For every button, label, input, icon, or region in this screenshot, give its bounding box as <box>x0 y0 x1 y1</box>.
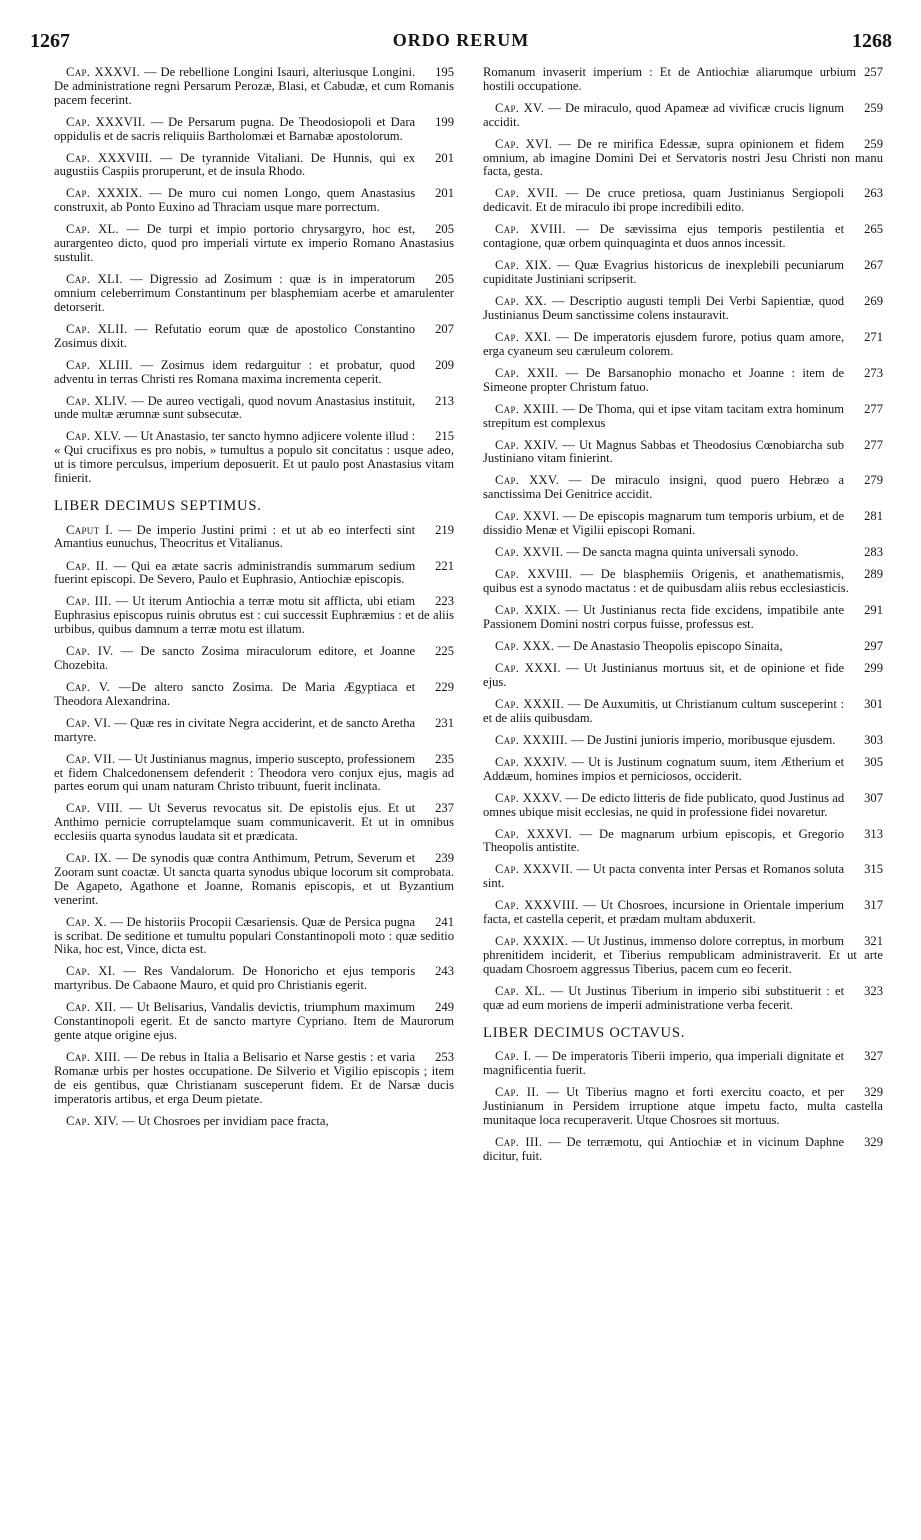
page-reference: 237 <box>435 802 454 816</box>
page-reference: 215 <box>435 430 454 444</box>
chapter-label: Cap. XLII. <box>66 322 128 336</box>
page-reference: 205 <box>435 273 454 287</box>
page-reference: 221 <box>435 559 454 573</box>
running-title: ORDO RERUM <box>392 30 530 50</box>
toc-entry <box>483 66 883 94</box>
page-reference: 299 <box>864 662 883 676</box>
toc-entry <box>54 1115 454 1129</box>
chapter-label: Cap. II. <box>66 559 109 573</box>
page-reference: 271 <box>864 330 883 344</box>
chapter-summary: — Ut is Justinum cognatum suum, item Ætherium et Addæum, homines impios et perniciosos, occiderit. <box>483 755 845 783</box>
chapter-summary: — De imperio Justini primi : et ut ab eo interfecti sint Amantius eunuchus, Theocritus et Vitalianus. <box>54 523 416 551</box>
chapter-summary: — De Persarum pugna. De Theodosiopoli et Dara oppidulis et de sacris reliquiis Bartholomæi et Barnabæ apostolorum. <box>54 115 416 143</box>
chapter-label: Cap. XXII. <box>495 366 559 380</box>
toc-entry <box>483 863 883 891</box>
page-reference: 317 <box>864 899 883 913</box>
page-reference: 289 <box>864 568 883 582</box>
chapter-label: Cap. XXXVIII. <box>66 151 153 165</box>
chapter-summary: — De re mirifica Edessæ, supra opinionem et fidem omnium, ab imagine Domini Dei et Servatoris nostri Jesu Christi non manu facta, gesta. <box>483 137 883 179</box>
chapter-summary: — De Auxumitis, ut Christianum cultum susceperint : et de aliis quibusdam. <box>483 697 845 725</box>
chapter-summary: — De Justini junioris imperio, moribusque ejusdem. <box>570 733 836 747</box>
chapter-label: Cap. III. <box>495 1136 543 1150</box>
chapter-summary: — Ut Tiberius magno et forti exercitu coacto, et per Justinianum in Persidem irruptione atque impetu facto, multa castella munitaque loca recuperaverit. Utque Chosroes sit mortuus. <box>483 1086 883 1127</box>
chapter-summary: — De blasphemiis Origenis, et anathematismis, quibus est a synodo mactatus : et de quibusdam aliis rebus ecclesiasticis. <box>483 568 849 596</box>
toc-entry <box>483 331 883 359</box>
chapter-label: Cap. XXV. <box>495 474 560 488</box>
page-reference: 323 <box>864 984 883 998</box>
chapter-label: Cap. VI. <box>66 716 111 730</box>
toc-entry <box>483 792 883 820</box>
page-reference: 253 <box>435 1051 454 1065</box>
chapter-summary: — De miraculo insigni, quod puero Hebræo a sanctissima Dei Genitrice accidit. <box>483 474 845 502</box>
chapter-summary: —De altero sancto Zosima. De Maria Ægyptiaca et Theodora Alexandrina. <box>54 680 416 708</box>
page-reference: 263 <box>864 187 883 201</box>
page-reference: 223 <box>435 595 454 609</box>
chapter-label: Cap. V. <box>66 680 111 694</box>
toc-entry <box>483 985 883 1013</box>
toc-entry <box>483 259 883 287</box>
toc-entry <box>54 965 454 993</box>
toc-entry <box>54 524 454 552</box>
chapter-label: Cap. XXVIII. <box>495 568 573 582</box>
chapter-label: Cap. XVI. <box>495 137 553 151</box>
page-reference: 249 <box>435 1001 454 1015</box>
chapter-label: Cap. XIV. <box>66 1114 119 1128</box>
chapter-summary: — De Anastasio Theopolis episcopo Sinaita, <box>557 640 783 653</box>
page-reference: 209 <box>435 358 454 372</box>
chapter-label: Cap. XV. <box>495 101 545 115</box>
chapter-summary: — De tyrannide Vitaliani. De Hunnis, qui ex augustiis Caspiis proruperunt, et de insula Rhodo. <box>54 151 416 179</box>
chapter-label: Cap. XXXI. <box>495 662 561 676</box>
page-reference: 199 <box>435 115 454 129</box>
chapter-summary: — Digressio ad Zosimum : quæ is in imperatorum omnium celeberrimum Constantinum per blasphemiam acerbe et amarulenter detorserit. <box>54 273 454 314</box>
chapter-label: Cap. II. <box>495 1086 540 1100</box>
chapter-label: Cap. XL. <box>495 984 546 998</box>
chapter-label: Cap. X. <box>66 915 107 929</box>
page-reference: 303 <box>864 733 883 747</box>
book-heading: LIBER DECIMUS SEPTIMUS. <box>54 497 262 514</box>
page-reference: 291 <box>864 604 883 618</box>
toc-entry <box>54 395 454 423</box>
toc-entry <box>483 223 883 251</box>
chapter-summary: — Ut Justinianus mortuus sit, et de opinione et fide ejus. <box>483 662 845 689</box>
chapter-label: Cap. XLI. <box>66 273 123 287</box>
toc-entry <box>483 474 883 502</box>
chapter-label: Cap. XXXVIII. <box>495 899 579 913</box>
chapter-label: Cap. XVIII. <box>495 223 566 237</box>
chapter-summary: — De magnarum urbium episcopis, et Gregorio Theopolis antistite. <box>483 827 845 855</box>
page-reference: 313 <box>864 827 883 841</box>
chapter-summary: — De synodis quæ contra Anthimum, Petrum, Severum et Zooram sunt coactæ. Ut sancta quarta synodus ubique locorum sit comprobata. De Agapeto, Agathone et Joanne, Romanis episcopis, et ut Byzantium venerint. <box>54 852 454 907</box>
page-reference: 327 <box>864 1050 883 1064</box>
chapter-summary: — Descriptio augusti templi Dei Verbi Sapientiæ, quod Justinianus Deum sanctissime colens instauravit. <box>483 295 845 322</box>
page-reference: 307 <box>864 791 883 805</box>
left-column <box>54 66 454 1137</box>
page-reference: 205 <box>435 223 454 237</box>
chapter-summary: — De cruce pretiosa, quam Justinianus Sergiopoli dedicavit. Et de miraculo ibi prope incredibili edito. <box>483 187 845 215</box>
chapter-label: Cap. XL. <box>66 223 119 237</box>
page-reference: 315 <box>864 863 883 877</box>
toc-entry <box>483 138 883 180</box>
page-reference: 201 <box>435 151 454 165</box>
page-reference: 329 <box>864 1086 883 1100</box>
toc-entry <box>54 273 454 315</box>
toc-entry <box>483 187 883 215</box>
chapter-summary: — Ut iterum Antiochia a terræ motu sit afflicta, ubi etiam Euphrasius episcopus ruinis obrutus est : cui successit Euphræmius : et de aliis urbibus, quibus damnum a terræ motu est illatum. <box>54 595 454 637</box>
chapter-summary: Romanum invaserit imperium : Et de Antiochiæ aliarumque urbium hostili occupatione. <box>483 66 857 93</box>
chapter-label: Cap. XLIV. <box>66 394 128 408</box>
chapter-summary: — Quæ Evagrius historicus de inexplebili pecuniarum cupiditate Justiniani scripserit. <box>483 259 845 287</box>
toc-entry <box>483 295 883 323</box>
toc-entry <box>54 753 454 795</box>
chapter-label: Cap. XXXVI. <box>495 827 573 841</box>
toc-entry <box>54 1051 454 1106</box>
page-reference: 297 <box>864 640 883 653</box>
page-number-right: 1268 <box>852 30 892 52</box>
toc-entry <box>54 359 454 387</box>
toc-entry <box>54 66 454 108</box>
page-reference: 259 <box>864 101 883 115</box>
toc-entry <box>54 152 454 180</box>
chapter-summary: — De turpi et impio portorio chrysargyro, hoc est, aurargenteo dicto, quod pro imperiali virtute ex imperio Romano Anastasius sustulit. <box>54 223 454 265</box>
chapter-summary: — Ut Justinianus recta fide excidens, impatibile ante Passionem Domini nostri corpus fuisse, professus est. <box>483 604 845 631</box>
chapter-summary: — Refutatio eorum quæ de apostolico Constantino Zosimus dixit. <box>54 322 416 350</box>
chapter-summary: — De rebus in Italia a Belisario et Narse gestis : et varia Romanæ urbis per hostes occupatione. De Silverio et Vigilio episcopis ; item de eis gentibus, quæ Christianam susceperunt fidem. Et de Narsæ ducis imperatoris artibus, et erga Deum pietate. <box>54 1051 454 1106</box>
chapter-summary: — De sancto Zosima miraculorum editore, et Joanne Chozebita. <box>54 645 416 672</box>
toc-entry <box>54 223 454 265</box>
chapter-summary: — Ut Magnus Sabbas et Theodosius Cœnobiarcha sub Justiniano vitam finierint. <box>483 438 845 466</box>
chapter-summary: — Ut Justinus, immenso dolore correptus, in morbum phrenitidem inciderit, et Tiberius rempublicam administraverit. Et ut arte quadam Chosroem aggressus Tiberius, pacem cum eo fecerit. <box>483 935 883 976</box>
chapter-summary: — Ut Chosroes, incursione in Orientale imperium facta, et castella ceperit, et prædam multam abduxerit. <box>483 899 845 927</box>
chapter-label: Cap. XVII. <box>495 187 559 201</box>
toc-entry <box>483 367 883 395</box>
chapter-label: Cap. XXXIII. <box>495 733 568 747</box>
chapter-label: Cap. XXXVI. <box>66 66 141 79</box>
toc-entry <box>54 430 454 485</box>
page-number-left: 1267 <box>30 30 70 52</box>
page-reference: 225 <box>435 645 454 659</box>
page-reference: 239 <box>435 852 454 866</box>
chapter-label: Cap. XIII. <box>66 1051 121 1065</box>
chapter-label: Cap. XXIX. <box>495 604 561 618</box>
chapter-label: Cap. XXI. <box>495 330 552 344</box>
toc-entry <box>483 102 883 130</box>
page-reference: 235 <box>435 752 454 766</box>
toc-entry <box>483 734 883 748</box>
page-reference: 305 <box>864 755 883 769</box>
page-reference: 283 <box>864 546 883 560</box>
page-reference: 243 <box>435 965 454 979</box>
page-reference: 329 <box>864 1136 883 1150</box>
chapter-summary: — De Barsanophio monacho et Joanne : item de Simeone propter Christum fatuo. <box>483 366 845 394</box>
chapter-summary: — De rebellione Longini Isauri, alteriusque Longini. De administratione regni Persarum Perozæ, Blasi, et Cabudæ, et cum Romanis pacem fecerint. <box>54 66 454 107</box>
chapter-summary: — De sævissima ejus temporis pestilentia et contagione, quæ orbem quinquaginta et duos annos incessit. <box>483 223 845 251</box>
toc-entry <box>54 717 454 745</box>
toc-entry <box>54 802 454 844</box>
page-reference: 273 <box>864 366 883 380</box>
chapter-summary: — Qui ea ætate sacris administrandis summarum sedium fuerint episcopi. De Severo, Paulo et Euphrasio, Antiochiæ episcopis. <box>54 559 416 587</box>
chapter-label: Cap. XXX. <box>495 640 555 653</box>
chapter-label: Cap. III. <box>66 595 112 609</box>
chapter-summary: — De episcopis magnarum tum temporis urbium, et de dissidio Menæ et Vigilii episcopi Romani. <box>483 510 845 538</box>
toc-entry <box>483 510 883 538</box>
page-header <box>30 30 892 60</box>
chapter-summary: — De imperatoris ejusdem furore, potius quam amore, erga cyaneum seu cæruleum colorem. <box>483 330 845 358</box>
toc-entry <box>483 1050 883 1078</box>
page-reference: 321 <box>864 935 883 949</box>
toc-entry <box>54 681 454 709</box>
page-reference: 301 <box>864 697 883 711</box>
book-heading: LIBER DECIMUS OCTAVUS. <box>483 1024 686 1041</box>
page-reference: 281 <box>864 510 883 524</box>
chapter-summary: — Zosimus idem redarguitur : et probatur, quod adventu in terras Christi res Romana maxima incrementa ceperit. <box>54 358 416 386</box>
chapter-summary: — Res Vandalorum. De Honoricho et ejus temporis martyribus. De Cabaone Mauro, et quid pro Christianis egerit. <box>54 965 416 993</box>
chapter-label: Cap. XXXIV. <box>495 755 568 769</box>
toc-entry <box>483 640 883 654</box>
toc-entry <box>483 935 883 977</box>
chapter-label: Cap. XI. <box>66 965 116 979</box>
page-reference: 267 <box>864 259 883 273</box>
chapter-label: Cap. IV. <box>66 645 114 659</box>
page-reference: 195 <box>435 66 454 79</box>
toc-entry <box>483 439 883 467</box>
chapter-summary: — De historiis Procopii Cæsariensis. Quæ de Persica pugna is scribat. De seditione et tumultu populari Constantinopoli moto : quæ seditio Nika, hoc est, Vince, dicta est. <box>54 915 454 957</box>
chapter-summary: — Ut pacta conventa inter Persas et Romanos soluta sint. <box>483 863 845 891</box>
chapter-summary: — De edicto litteris de fide publicato, quod Justinus ad omnes ubique misit ecclesias, ne quid in professione fidei novaretur. <box>483 791 845 819</box>
chapter-summary: — Ut Justinus Tiberium in imperio sibi substituerit : et quæ ad eum moriens de imperii administratione verba fecerit. <box>483 984 845 1012</box>
page-reference: 207 <box>435 322 454 336</box>
chapter-label: Cap. VII. <box>66 752 116 766</box>
page-reference: 269 <box>864 295 883 309</box>
chapter-summary: — De Thoma, qui et ipse vitam tacitam extra hominum strepitum est complexus <box>483 402 845 430</box>
chapter-summary: — Ut Justinianus magnus, imperio suscepto, professionem et fidem Chalcedonensem defenderit : Theodora vero conjux ejus, magis ad partes eorum qui unam naturam Christo tribuunt, fuerit inclinata. <box>54 752 454 794</box>
chapter-label: Cap. XXXV. <box>495 791 563 805</box>
toc-entry <box>54 645 454 673</box>
page-reference: 265 <box>864 223 883 237</box>
page-reference: 241 <box>435 915 454 929</box>
toc-entry <box>54 1001 454 1043</box>
chapter-summary: — Ut Chosroes per invidiam pace fracta, <box>121 1114 329 1128</box>
toc-entry <box>483 698 883 726</box>
page-reference: 257 <box>864 66 883 79</box>
toc-entry <box>483 1086 883 1128</box>
chapter-label: Cap. XX. <box>495 295 547 309</box>
chapter-label: Cap. IX. <box>66 852 112 866</box>
toc-entry <box>483 899 883 927</box>
page-reference: 201 <box>435 187 454 201</box>
page-reference: 277 <box>864 438 883 452</box>
page-reference: 213 <box>435 394 454 408</box>
chapter-label: Cap. XIX. <box>495 259 552 273</box>
toc-entry <box>54 116 454 144</box>
page-reference: 259 <box>864 137 883 151</box>
page-reference: 277 <box>864 402 883 416</box>
chapter-summary: — De aureo vectigali, quod novum Anastasius instituit, unde multæ ærumnæ sunt subsecutæ. <box>54 394 416 422</box>
chapter-label: Cap. XXIV. <box>495 438 559 452</box>
chapter-label: Cap. XLIII. <box>66 358 133 372</box>
chapter-summary: — De muro cui nomen Longo, quem Anastasius construxit, ab Ponto Euxino ad Thraciam usque mare porrectum. <box>54 187 416 215</box>
chapter-summary: — Ut Belisarius, Vandalis devictis, triumphum maximum Constantinopoli egerit. Et de sancto martyre Cypriano. Item de Maurorum gente atque origine ejus. <box>54 1001 454 1042</box>
toc-entry <box>483 403 883 431</box>
toc-entry <box>54 323 454 351</box>
chapter-label: Cap. XXVI. <box>495 510 560 524</box>
toc-entry <box>483 756 883 784</box>
chapter-label: Cap. XII. <box>66 1001 117 1015</box>
toc-entry <box>483 546 883 560</box>
chapter-summary: — De imperatoris Tiberii imperio, qua imperiali dignitate et magnificentia fuerit. <box>483 1050 845 1078</box>
page-reference: 231 <box>435 716 454 730</box>
chapter-label: Cap. I. <box>495 1050 532 1064</box>
chapter-label: Caput I. <box>66 523 114 537</box>
chapter-label: Cap. XXIII. <box>495 402 559 416</box>
toc-entry <box>54 595 454 637</box>
chapter-label: Cap. XXXIX. <box>495 935 569 949</box>
chapter-summary: — De terræmotu, qui Antiochiæ et in vicinum Daphne dicitur, fuit. <box>483 1136 845 1163</box>
chapter-summary: — Ut Anastasio, ter sancto hymno adjicere volente illud : « Qui crucifixus es pro nobis, » tumultus a populo sit concitatus : usque adeo, ut is timore perculsus, imperium deposuerit. Et ut paulo post Anastasius vitam finierit. <box>54 430 454 485</box>
page-reference: 219 <box>435 523 454 537</box>
toc-entry <box>483 662 883 690</box>
chapter-label: Cap. XXXIX. <box>66 187 143 201</box>
toc-entry <box>54 852 454 907</box>
toc-entry <box>483 828 883 856</box>
chapter-label: Cap. XXVII. <box>495 546 564 560</box>
page-reference: 279 <box>864 474 883 488</box>
toc-entry <box>54 187 454 215</box>
toc-entry <box>54 560 454 588</box>
chapter-label: Cap. XXXVII. <box>66 115 146 129</box>
chapter-label: Cap. XXXII. <box>495 697 564 711</box>
chapter-summary: — De sancta magna quinta universali synodo. <box>566 546 799 560</box>
toc-entry <box>54 916 454 958</box>
toc-entry <box>483 1136 883 1164</box>
right-column <box>483 66 883 1172</box>
chapter-summary: — De miraculo, quod Apameæ ad vivificæ crucis lignum accidit. <box>483 101 845 129</box>
chapter-summary: — Ut Severus revocatus sit. De epistolis ejus. Et ut Anthimo pernicie corruptelamque suam communicaverit. Et ut in omnibus ecclesiis quarta synodus laudata sit et prædicata. <box>54 802 454 844</box>
toc-entry <box>483 604 883 632</box>
chapter-summary: — Quæ res in civitate Negra acciderint, et de sancto Aretha martyre. <box>54 716 416 744</box>
page-reference: 229 <box>435 680 454 694</box>
toc-entry <box>483 568 883 596</box>
chapter-label: Cap. XLV. <box>66 430 122 444</box>
chapter-label: Cap. VIII. <box>66 802 123 816</box>
chapter-label: Cap. XXXVII. <box>495 863 574 877</box>
